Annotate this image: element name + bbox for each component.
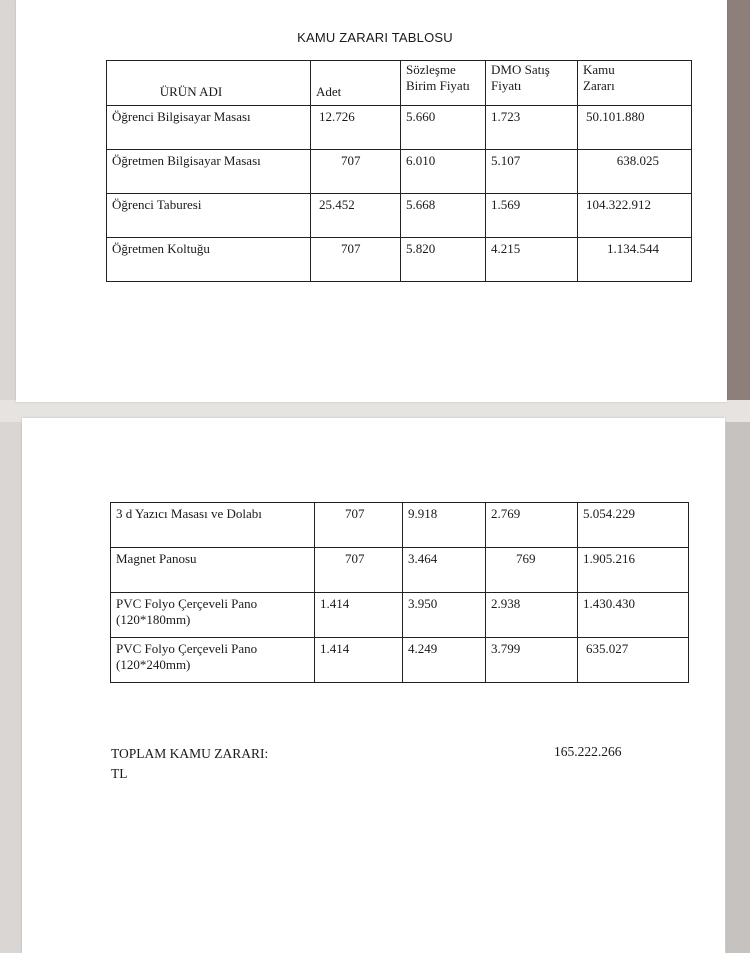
cell-product [111,638,315,683]
cell-contract-price: 6.010 [401,150,486,194]
cell-product-line1: Magnet Panosu [116,551,197,566]
background-edge [726,0,750,420]
table-row [107,194,692,238]
cell-product-line1: 3 d Yazıcı Masası ve Dolabı [116,506,262,521]
total-unit: TL [111,766,128,781]
cell-contract-price: 5.820 [401,238,486,282]
header-damage-line2: Zararı [583,78,615,93]
cell-dmo-price: 1.723 [486,106,578,150]
header-contract-price-line1: Sözleşme [406,62,456,77]
table-row [111,593,689,638]
table-header-row [107,61,692,106]
cell-quantity: 12.726 [311,106,401,150]
cell-contract-price: 3.950 [403,593,486,638]
cell-product: Öğretmen Bilgisayar Masası [107,150,311,194]
cell-product [111,503,315,548]
cell-quantity: 25.452 [311,194,401,238]
cell-contract-price: 5.660 [401,106,486,150]
header-dmo-price-line1: DMO Satış [491,62,550,77]
cell-damage: 1.430.430 [578,593,689,638]
cell-damage: 50.101.880 [578,106,692,150]
header-dmo-price-line2: Fiyatı [491,78,522,93]
cell-contract-price: 9.918 [403,503,486,548]
header-contract-price [401,61,486,106]
cell-damage: 635.027 [578,638,689,683]
cell-product: Öğretmen Koltuğu [107,238,311,282]
cell-product-line2: (120*180mm) [116,612,191,627]
cell-quantity: 707 [311,150,401,194]
cell-damage: 5.054.229 [578,503,689,548]
cell-quantity: 1.414 [315,593,403,638]
cell-quantity: 707 [315,503,403,548]
cell-contract-price: 3.464 [403,548,486,593]
cell-product [111,593,315,638]
cell-contract-price: 5.668 [401,194,486,238]
cell-quantity: 707 [315,548,403,593]
cell-product: Öğrenci Bilgisayar Masası [107,106,311,150]
background-edge [726,420,750,953]
table-row [111,548,689,593]
table-row [107,238,692,282]
table-row [111,503,689,548]
cell-contract-price: 4.249 [403,638,486,683]
cell-quantity: 707 [311,238,401,282]
header-quantity: Adet [311,61,401,106]
cell-product-line2: (120*240mm) [116,657,191,672]
header-dmo-price [486,61,578,106]
document-title: KAMU ZARARI TABLOSU [297,30,453,45]
cell-dmo-price: 2.938 [486,593,578,638]
cell-dmo-price: 3.799 [486,638,578,683]
cell-product-line1: PVC Folyo Çerçeveli Pano [116,596,258,611]
document-page-2 [22,418,725,953]
cell-dmo-price: 769 [486,548,578,593]
header-damage-line1: Kamu [583,62,615,77]
cell-damage: 1.905.216 [578,548,689,593]
cell-dmo-price: 1.569 [486,194,578,238]
header-damage [578,61,692,106]
table-row [111,638,689,683]
damage-table-part-2 [110,502,689,683]
cell-product [111,548,315,593]
cell-quantity: 1.414 [315,638,403,683]
cell-dmo-price: 5.107 [486,150,578,194]
cell-damage: 638.025 [578,150,692,194]
header-product: ÜRÜN ADI [107,61,311,106]
cell-product: Öğrenci Taburesi [107,194,311,238]
cell-damage: 104.322.912 [578,194,692,238]
total-label: TOPLAM KAMU ZARARI: [111,746,269,761]
damage-table-part-1 [106,60,692,282]
cell-damage: 1.134.544 [578,238,692,282]
cell-dmo-price: 4.215 [486,238,578,282]
table-row [107,106,692,150]
cell-product-line1: PVC Folyo Çerçeveli Pano [116,641,258,656]
header-contract-price-line2: Birim Fiyatı [406,78,470,93]
total-value: 165.222.266 [554,744,622,759]
table-row [107,150,692,194]
cell-dmo-price: 2.769 [486,503,578,548]
